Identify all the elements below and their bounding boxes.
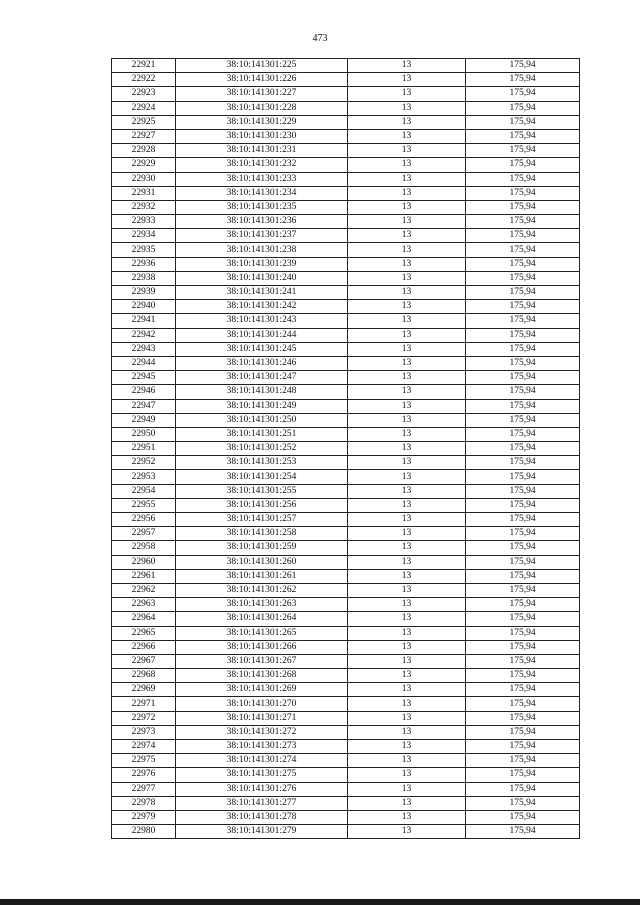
cadastral-number-cell: 38:10:141301:279: [176, 825, 348, 839]
table-row: [112, 101, 580, 115]
row-number-cell: 22953: [112, 470, 176, 484]
table-row: [112, 740, 580, 754]
cadastral-number-cell: 38:10:141301:250: [176, 413, 348, 427]
row-number-cell: 22969: [112, 683, 176, 697]
cadastral-number-cell: 38:10:141301:252: [176, 442, 348, 456]
value-cell: 175,94: [466, 456, 580, 470]
area-cell: 13: [348, 427, 466, 441]
table-row: [112, 73, 580, 87]
area-cell: 13: [348, 754, 466, 768]
area-cell: 13: [348, 598, 466, 612]
cadastral-number-cell: 38:10:141301:263: [176, 598, 348, 612]
area-cell: 13: [348, 725, 466, 739]
row-number-cell: 22973: [112, 725, 176, 739]
row-number-cell: 22960: [112, 555, 176, 569]
row-number-cell: 22928: [112, 144, 176, 158]
value-cell: 175,94: [466, 569, 580, 583]
value-cell: 175,94: [466, 215, 580, 229]
table-row: [112, 300, 580, 314]
value-cell: 175,94: [466, 697, 580, 711]
area-cell: 13: [348, 541, 466, 555]
cadastral-number-cell: 38:10:141301:247: [176, 371, 348, 385]
area-cell: 13: [348, 654, 466, 668]
table-row: [112, 229, 580, 243]
row-number-cell: 22933: [112, 215, 176, 229]
row-number-cell: 22958: [112, 541, 176, 555]
row-number-cell: 22967: [112, 654, 176, 668]
scan-edge-band: [0, 899, 640, 905]
value-cell: 175,94: [466, 513, 580, 527]
row-number-cell: 22962: [112, 583, 176, 597]
row-number-cell: 22961: [112, 569, 176, 583]
table-row: [112, 456, 580, 470]
table-row: [112, 385, 580, 399]
row-number-cell: 22936: [112, 257, 176, 271]
table-row: [112, 158, 580, 172]
value-cell: 175,94: [466, 640, 580, 654]
value-cell: 175,94: [466, 115, 580, 129]
area-cell: 13: [348, 356, 466, 370]
area-cell: 13: [348, 569, 466, 583]
cadastral-number-cell: 38:10:141301:230: [176, 129, 348, 143]
value-cell: 175,94: [466, 356, 580, 370]
table-row: [112, 286, 580, 300]
row-number-cell: 22979: [112, 810, 176, 824]
table-row: [112, 399, 580, 413]
cadastral-number-cell: 38:10:141301:228: [176, 101, 348, 115]
table-row: [112, 427, 580, 441]
cadastral-number-cell: 38:10:141301:229: [176, 115, 348, 129]
area-cell: 13: [348, 740, 466, 754]
row-number-cell: 22929: [112, 158, 176, 172]
area-cell: 13: [348, 314, 466, 328]
cadastral-number-cell: 38:10:141301:277: [176, 796, 348, 810]
value-cell: 175,94: [466, 314, 580, 328]
table-row: [112, 825, 580, 839]
area-cell: 13: [348, 144, 466, 158]
row-number-cell: 22932: [112, 200, 176, 214]
table-row: [112, 87, 580, 101]
table-row: [112, 583, 580, 597]
table-row: [112, 626, 580, 640]
cadastral-number-cell: 38:10:141301:244: [176, 328, 348, 342]
area-cell: 13: [348, 782, 466, 796]
row-number-cell: 22940: [112, 300, 176, 314]
row-number-cell: 22931: [112, 186, 176, 200]
area-cell: 13: [348, 328, 466, 342]
table-row: [112, 768, 580, 782]
value-cell: 175,94: [466, 470, 580, 484]
value-cell: 175,94: [466, 328, 580, 342]
area-cell: 13: [348, 73, 466, 87]
cadastral-number-cell: 38:10:141301:261: [176, 569, 348, 583]
table-row: [112, 555, 580, 569]
value-cell: 175,94: [466, 711, 580, 725]
row-number-cell: 22974: [112, 740, 176, 754]
table-row: [112, 697, 580, 711]
cadastral-number-cell: 38:10:141301:260: [176, 555, 348, 569]
row-number-cell: 22955: [112, 498, 176, 512]
row-number-cell: 22938: [112, 271, 176, 285]
table-row: [112, 527, 580, 541]
page-number: 473: [312, 33, 328, 44]
value-cell: 175,94: [466, 740, 580, 754]
table-row: [112, 115, 580, 129]
cadastral-number-cell: 38:10:141301:273: [176, 740, 348, 754]
row-number-cell: 22954: [112, 484, 176, 498]
cadastral-number-cell: 38:10:141301:236: [176, 215, 348, 229]
value-cell: 175,94: [466, 73, 580, 87]
area-cell: 13: [348, 626, 466, 640]
cadastral-number-cell: 38:10:141301:242: [176, 300, 348, 314]
value-cell: 175,94: [466, 683, 580, 697]
table-row: [112, 683, 580, 697]
area-cell: 13: [348, 286, 466, 300]
cadastral-number-cell: 38:10:141301:270: [176, 697, 348, 711]
value-cell: 175,94: [466, 243, 580, 257]
table-row: [112, 782, 580, 796]
cadastral-number-cell: 38:10:141301:275: [176, 768, 348, 782]
row-number-cell: 22942: [112, 328, 176, 342]
cadastral-number-cell: 38:10:141301:237: [176, 229, 348, 243]
cadastral-number-cell: 38:10:141301:243: [176, 314, 348, 328]
table-row: [112, 200, 580, 214]
row-number-cell: 22930: [112, 172, 176, 186]
row-number-cell: 22952: [112, 456, 176, 470]
cadastral-number-cell: 38:10:141301:255: [176, 484, 348, 498]
cadastral-number-cell: 38:10:141301:266: [176, 640, 348, 654]
value-cell: 175,94: [466, 626, 580, 640]
area-cell: 13: [348, 215, 466, 229]
value-cell: 175,94: [466, 796, 580, 810]
row-number-cell: 22943: [112, 342, 176, 356]
table-row: [112, 172, 580, 186]
area-cell: 13: [348, 300, 466, 314]
cadastral-number-cell: 38:10:141301:265: [176, 626, 348, 640]
row-number-cell: 22976: [112, 768, 176, 782]
value-cell: 175,94: [466, 669, 580, 683]
value-cell: 175,94: [466, 271, 580, 285]
value-cell: 175,94: [466, 371, 580, 385]
row-number-cell: 22924: [112, 101, 176, 115]
cadastral-number-cell: 38:10:141301:254: [176, 470, 348, 484]
row-number-cell: 22925: [112, 115, 176, 129]
value-cell: 175,94: [466, 527, 580, 541]
value-cell: 175,94: [466, 541, 580, 555]
cadastral-number-cell: 38:10:141301:239: [176, 257, 348, 271]
row-number-cell: 22951: [112, 442, 176, 456]
value-cell: 175,94: [466, 725, 580, 739]
table-row: [112, 498, 580, 512]
cadastral-number-cell: 38:10:141301:235: [176, 200, 348, 214]
value-cell: 175,94: [466, 612, 580, 626]
area-cell: 13: [348, 825, 466, 839]
cadastral-number-cell: 38:10:141301:238: [176, 243, 348, 257]
row-number-cell: 22966: [112, 640, 176, 654]
row-number-cell: 22964: [112, 612, 176, 626]
cadastral-number-cell: 38:10:141301:264: [176, 612, 348, 626]
row-number-cell: 22977: [112, 782, 176, 796]
area-cell: 13: [348, 484, 466, 498]
row-number-cell: 22968: [112, 669, 176, 683]
table-row: [112, 640, 580, 654]
area-cell: 13: [348, 158, 466, 172]
table-row: [112, 612, 580, 626]
area-cell: 13: [348, 697, 466, 711]
row-number-cell: 22956: [112, 513, 176, 527]
cadastral-number-cell: 38:10:141301:240: [176, 271, 348, 285]
value-cell: 175,94: [466, 583, 580, 597]
value-cell: 175,94: [466, 413, 580, 427]
area-cell: 13: [348, 129, 466, 143]
table-row: [112, 413, 580, 427]
area-cell: 13: [348, 229, 466, 243]
value-cell: 175,94: [466, 754, 580, 768]
row-number-cell: 22946: [112, 385, 176, 399]
table-row: [112, 129, 580, 143]
row-number-cell: 22957: [112, 527, 176, 541]
area-cell: 13: [348, 342, 466, 356]
cadastral-number-cell: 38:10:141301:226: [176, 73, 348, 87]
cadastral-number-cell: 38:10:141301:253: [176, 456, 348, 470]
value-cell: 175,94: [466, 399, 580, 413]
cadastral-number-cell: 38:10:141301:225: [176, 59, 348, 73]
cadastral-number-cell: 38:10:141301:231: [176, 144, 348, 158]
value-cell: 175,94: [466, 498, 580, 512]
cadastral-number-cell: 38:10:141301:268: [176, 669, 348, 683]
cadastral-number-cell: 38:10:141301:271: [176, 711, 348, 725]
value-cell: 175,94: [466, 654, 580, 668]
value-cell: 175,94: [466, 101, 580, 115]
area-cell: 13: [348, 456, 466, 470]
value-cell: 175,94: [466, 825, 580, 839]
value-cell: 175,94: [466, 300, 580, 314]
row-number-cell: 22945: [112, 371, 176, 385]
area-cell: 13: [348, 640, 466, 654]
table-row: [112, 328, 580, 342]
value-cell: 175,94: [466, 810, 580, 824]
row-number-cell: 22922: [112, 73, 176, 87]
row-number-cell: 22980: [112, 825, 176, 839]
area-cell: 13: [348, 810, 466, 824]
cadastral-number-cell: 38:10:141301:259: [176, 541, 348, 555]
table-row: [112, 810, 580, 824]
row-number-cell: 22923: [112, 87, 176, 101]
value-cell: 175,94: [466, 158, 580, 172]
value-cell: 175,94: [466, 87, 580, 101]
value-cell: 175,94: [466, 442, 580, 456]
value-cell: 175,94: [466, 229, 580, 243]
area-cell: 13: [348, 413, 466, 427]
area-cell: 13: [348, 498, 466, 512]
area-cell: 13: [348, 87, 466, 101]
value-cell: 175,94: [466, 186, 580, 200]
table-body: [112, 59, 580, 839]
table-row: [112, 271, 580, 285]
table-row: [112, 569, 580, 583]
table-row: [112, 59, 580, 73]
table-row: [112, 215, 580, 229]
row-number-cell: 22947: [112, 399, 176, 413]
cadastral-number-cell: 38:10:141301:272: [176, 725, 348, 739]
area-cell: 13: [348, 101, 466, 115]
area-cell: 13: [348, 527, 466, 541]
row-number-cell: 22971: [112, 697, 176, 711]
value-cell: 175,94: [466, 484, 580, 498]
area-cell: 13: [348, 669, 466, 683]
parcel-table: [111, 58, 580, 839]
value-cell: 175,94: [466, 555, 580, 569]
table-row: [112, 470, 580, 484]
area-cell: 13: [348, 271, 466, 285]
cadastral-number-cell: 38:10:141301:278: [176, 810, 348, 824]
value-cell: 175,94: [466, 257, 580, 271]
row-number-cell: 22927: [112, 129, 176, 143]
cadastral-number-cell: 38:10:141301:251: [176, 427, 348, 441]
table-row: [112, 186, 580, 200]
table-row: [112, 654, 580, 668]
area-cell: 13: [348, 583, 466, 597]
value-cell: 175,94: [466, 385, 580, 399]
value-cell: 175,94: [466, 342, 580, 356]
row-number-cell: 22950: [112, 427, 176, 441]
value-cell: 175,94: [466, 59, 580, 73]
value-cell: 175,94: [466, 129, 580, 143]
row-number-cell: 22965: [112, 626, 176, 640]
cadastral-number-cell: 38:10:141301:267: [176, 654, 348, 668]
cadastral-number-cell: 38:10:141301:232: [176, 158, 348, 172]
table-row: [112, 711, 580, 725]
table-row: [112, 796, 580, 810]
area-cell: 13: [348, 768, 466, 782]
table-row: [112, 314, 580, 328]
area-cell: 13: [348, 612, 466, 626]
value-cell: 175,94: [466, 172, 580, 186]
row-number-cell: 22935: [112, 243, 176, 257]
value-cell: 175,94: [466, 768, 580, 782]
area-cell: 13: [348, 683, 466, 697]
area-cell: 13: [348, 186, 466, 200]
area-cell: 13: [348, 59, 466, 73]
area-cell: 13: [348, 371, 466, 385]
cadastral-number-cell: 38:10:141301:269: [176, 683, 348, 697]
row-number-cell: 22978: [112, 796, 176, 810]
area-cell: 13: [348, 470, 466, 484]
table-row: [112, 669, 580, 683]
cadastral-number-cell: 38:10:141301:248: [176, 385, 348, 399]
cadastral-number-cell: 38:10:141301:245: [176, 342, 348, 356]
area-cell: 13: [348, 399, 466, 413]
table-row: [112, 484, 580, 498]
row-number-cell: 22944: [112, 356, 176, 370]
value-cell: 175,94: [466, 286, 580, 300]
cadastral-number-cell: 38:10:141301:249: [176, 399, 348, 413]
cadastral-number-cell: 38:10:141301:257: [176, 513, 348, 527]
area-cell: 13: [348, 172, 466, 186]
cadastral-number-cell: 38:10:141301:234: [176, 186, 348, 200]
value-cell: 175,94: [466, 598, 580, 612]
cadastral-number-cell: 38:10:141301:227: [176, 87, 348, 101]
value-cell: 175,94: [466, 782, 580, 796]
table-row: [112, 342, 580, 356]
value-cell: 175,94: [466, 427, 580, 441]
row-number-cell: 22975: [112, 754, 176, 768]
row-number-cell: 22934: [112, 229, 176, 243]
table-row: [112, 541, 580, 555]
area-cell: 13: [348, 711, 466, 725]
row-number-cell: 22963: [112, 598, 176, 612]
cadastral-number-cell: 38:10:141301:274: [176, 754, 348, 768]
row-number-cell: 22941: [112, 314, 176, 328]
area-cell: 13: [348, 385, 466, 399]
cadastral-number-cell: 38:10:141301:262: [176, 583, 348, 597]
cadastral-number-cell: 38:10:141301:233: [176, 172, 348, 186]
table-row: [112, 598, 580, 612]
row-number-cell: 22949: [112, 413, 176, 427]
area-cell: 13: [348, 513, 466, 527]
value-cell: 175,94: [466, 144, 580, 158]
table-row: [112, 257, 580, 271]
table-row: [112, 243, 580, 257]
area-cell: 13: [348, 243, 466, 257]
cadastral-number-cell: 38:10:141301:276: [176, 782, 348, 796]
table-row: [112, 442, 580, 456]
area-cell: 13: [348, 257, 466, 271]
table-row: [112, 144, 580, 158]
cadastral-number-cell: 38:10:141301:246: [176, 356, 348, 370]
cadastral-number-cell: 38:10:141301:258: [176, 527, 348, 541]
table-row: [112, 371, 580, 385]
table-row: [112, 356, 580, 370]
row-number-cell: 22939: [112, 286, 176, 300]
area-cell: 13: [348, 796, 466, 810]
area-cell: 13: [348, 442, 466, 456]
row-number-cell: 22972: [112, 711, 176, 725]
table-row: [112, 725, 580, 739]
cadastral-number-cell: 38:10:141301:256: [176, 498, 348, 512]
area-cell: 13: [348, 115, 466, 129]
area-cell: 13: [348, 200, 466, 214]
cadastral-number-cell: 38:10:141301:241: [176, 286, 348, 300]
value-cell: 175,94: [466, 200, 580, 214]
area-cell: 13: [348, 555, 466, 569]
table-row: [112, 513, 580, 527]
table-row: [112, 754, 580, 768]
row-number-cell: 22921: [112, 59, 176, 73]
